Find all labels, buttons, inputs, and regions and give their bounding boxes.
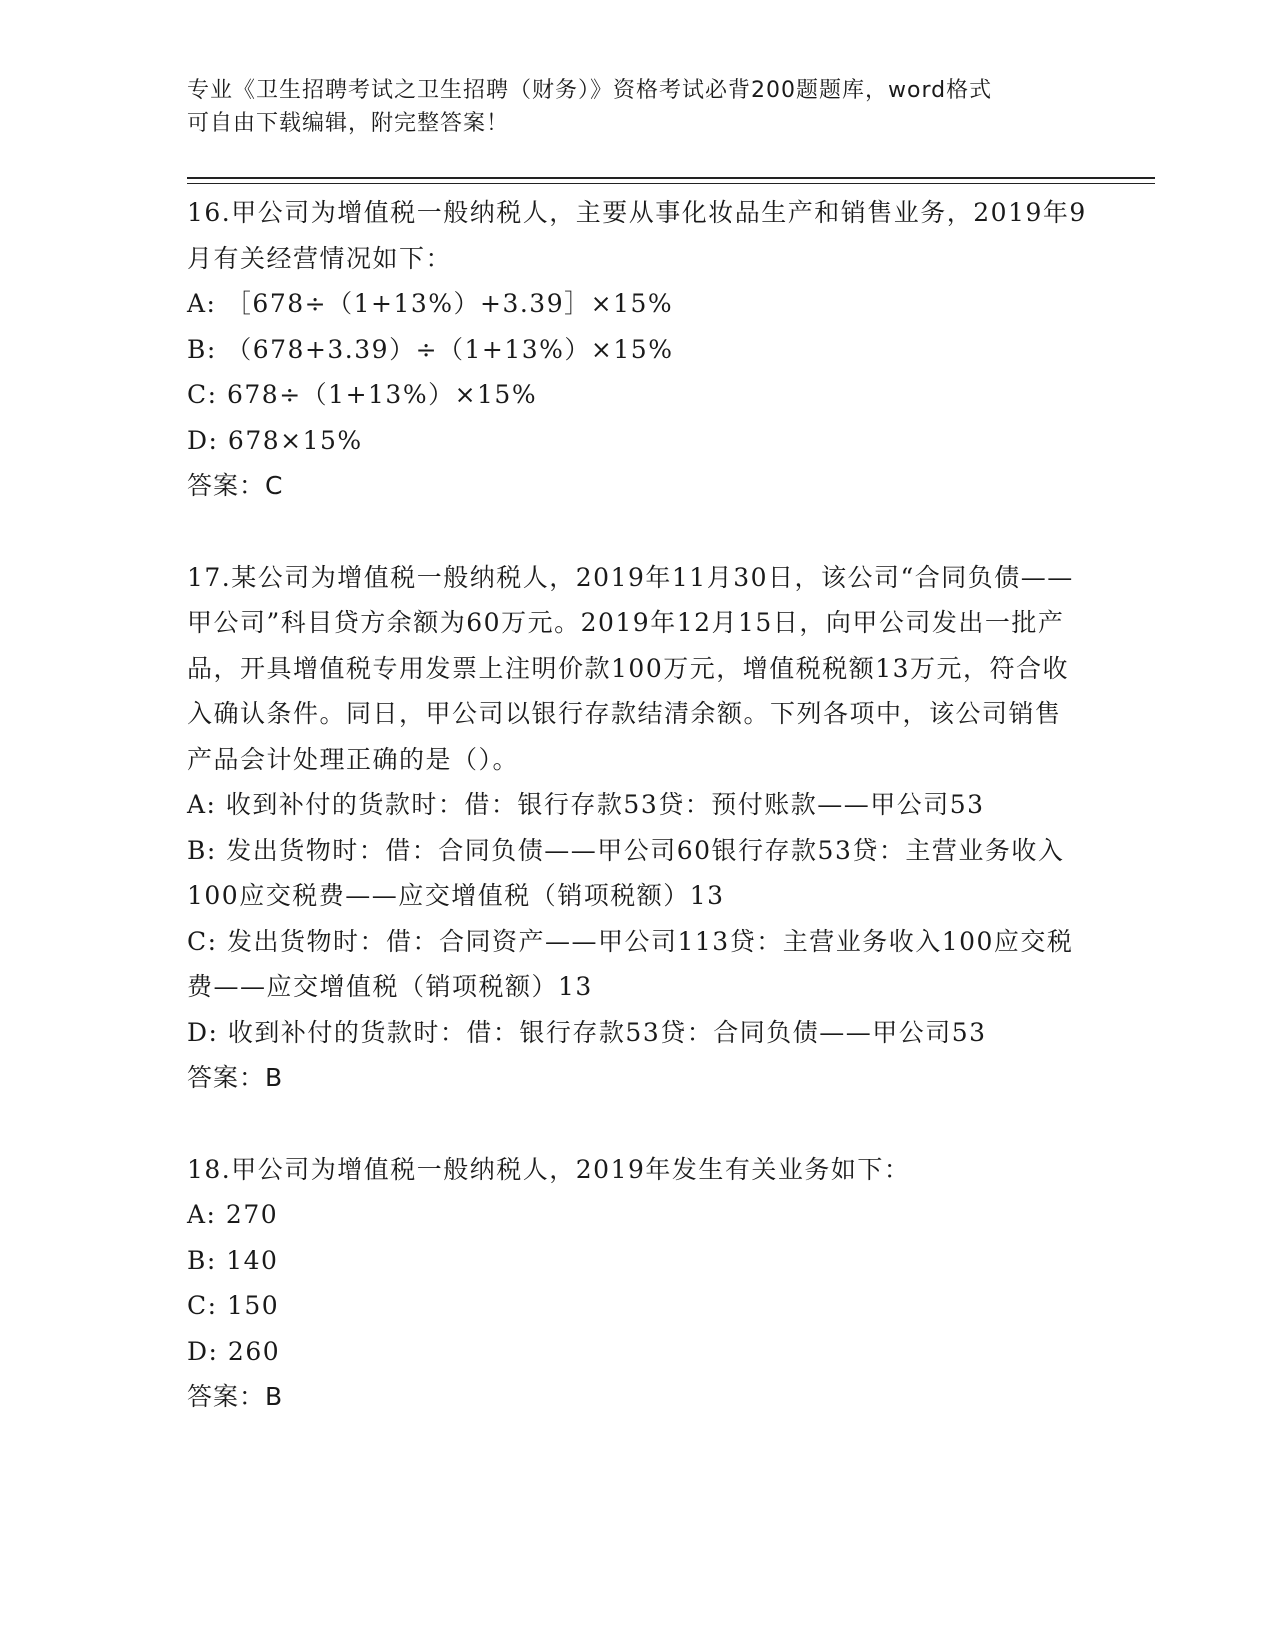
question-list — [187, 190, 1087, 1466]
header-divider-thin — [187, 183, 1155, 184]
option-b: B: 140 — [187, 1245, 279, 1275]
question-stem: 17.某公司为增值税一般纳税人，2019年11月30日，该公司“合同负债——甲公司”科目贷方余额为60万元。2019年12月15日，向甲公司发出一批产品，开具增值税专用发票上注明价款100万元，增值税税额13万元，符合收入确认条件。同日，甲公司以银行存款结清余额。下列各项中，该公司销售产品会计处理正确的是（）。 — [187, 562, 1074, 774]
header-divider-thick — [187, 177, 1155, 179]
option-b: B: （678+3.39）÷（1+13%）×15% — [187, 334, 674, 364]
option-d: D: 260 — [187, 1336, 281, 1366]
option-a: A: 270 — [187, 1200, 279, 1229]
question-stem: 18.甲公司为增值税一般纳税人，2019年发生有关业务如下： — [187, 1154, 911, 1184]
option-a: A: ［678÷（1+13%）+3.39］×15% — [187, 289, 674, 318]
answer-label: 答案：B — [187, 1063, 284, 1092]
document-header — [187, 74, 1087, 140]
question-16 — [187, 190, 1087, 509]
question-17 — [187, 555, 1087, 1101]
header-line-1: 专业《卫生招聘考试之卫生招聘（财务）》资格考试必背200题题库，word格式 — [187, 78, 993, 103]
answer-label: 答案：C — [187, 471, 284, 500]
question-stem: 16.甲公司为增值税一般纳税人，主要从事化妆品生产和销售业务，2019年9月有关经营情况如下： — [187, 198, 1087, 273]
option-d: D: 收到补付的货款时：借：银行存款53贷：合同负债——甲公司53 — [187, 1017, 987, 1047]
option-c: C: 150 — [187, 1291, 280, 1320]
header-line-2: 可自由下载编辑，附完整答案！ — [187, 111, 510, 136]
option-d: D: 678×15% — [187, 425, 363, 455]
answer-label: 答案：B — [187, 1382, 284, 1411]
question-18 — [187, 1147, 1087, 1420]
option-c: C: 678÷（1+13%）×15% — [187, 380, 538, 409]
option-c: C: 发出货物时：借：合同资产——甲公司113贷：主营业务收入100应交税费——应交增值税（销项税额）13 — [187, 926, 1074, 1001]
option-b: B: 发出货物时：借：合同负债——甲公司60银行存款53贷：主营业务收入100应交税费——应交增值税（销项税额）13 — [187, 835, 1065, 910]
option-a: A: 收到补付的货款时：借：银行存款53贷：预付账款——甲公司53 — [187, 790, 985, 819]
